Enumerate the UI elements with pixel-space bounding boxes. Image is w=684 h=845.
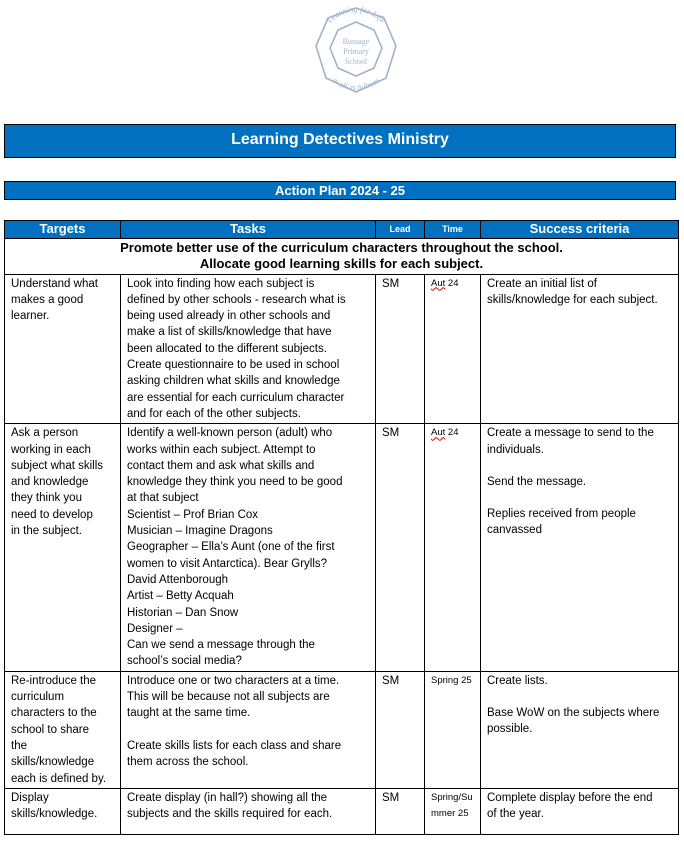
target-line: need to develop: [11, 508, 93, 521]
task-line: being used already in other schools and: [127, 310, 331, 323]
task-line: make a list of skills/knowledge that have: [127, 326, 332, 339]
time-cell: [425, 788, 481, 835]
target-cell: [5, 788, 121, 835]
task-line: Can we send a message through the: [127, 639, 315, 652]
task-line: women to visit Antarctica). Bear Grylls?: [127, 557, 328, 570]
target-line: Ask a person: [11, 427, 79, 440]
task-line: and for each of the other subjects.: [127, 407, 301, 420]
table-banner-row: [5, 239, 679, 275]
task-line: knowledge they think you need to be good: [127, 476, 343, 489]
lead-cell: SM: [376, 671, 425, 788]
task-line: Create questionnaire to be used in school: [127, 359, 340, 372]
task-line: Geographer – Ella’s Aunt (one of the first: [127, 541, 335, 554]
success-line: Base WoW on the subjects where: [487, 707, 660, 720]
target-line: subject what skills: [11, 459, 104, 472]
time-value-prefix: Aut: [431, 427, 446, 439]
header-targets: Targets: [5, 221, 121, 239]
tasks-cell: [121, 788, 376, 835]
target-line: characters to the: [11, 707, 97, 720]
header-tasks: Tasks: [121, 221, 376, 239]
objective-banner: [5, 239, 679, 275]
target-line: school to share: [11, 723, 89, 736]
spacer: [127, 722, 369, 738]
time-value-suffix: 24: [445, 277, 459, 289]
header-success-criteria: Success criteria: [481, 221, 679, 239]
task-line: Introduce one or two characters at a time.: [127, 674, 340, 687]
target-line: Display: [11, 791, 49, 804]
task-line: Create skills lists for each class and share: [127, 739, 342, 752]
target-line: Re-introduce the: [11, 674, 97, 687]
task-line: This will be because not all subjects are: [127, 691, 330, 704]
action-plan-table: [4, 220, 679, 835]
target-cell: [5, 424, 121, 671]
svg-text:Bussage: Bussage: [342, 37, 370, 46]
table-row: [5, 274, 679, 424]
success-line: possible.: [487, 723, 533, 736]
task-line: Designer –: [127, 622, 183, 635]
header-lead: Lead: [376, 221, 425, 239]
table-row: [5, 424, 679, 671]
svg-text:Learning for Life: Learning for Life: [324, 3, 388, 25]
task-line: them across the school.: [127, 755, 249, 768]
target-line: curriculum: [11, 691, 65, 704]
target-cell: [5, 671, 121, 788]
task-line: asking children what skills and knowledge: [127, 375, 340, 388]
target-line: makes a good: [11, 293, 84, 306]
task-line: Historian – Dan Snow: [127, 606, 239, 619]
task-line: contact them and ask what skills and: [127, 459, 315, 472]
lead-cell: SM: [376, 424, 425, 671]
table-row: [5, 788, 679, 835]
task-line: Scientist – Prof Brian Cox: [127, 508, 259, 521]
objective-line: Allocate good learning skills for each subject.: [199, 256, 484, 272]
task-line: are essential for each curriculum character: [127, 391, 345, 404]
svg-text:Primary: Primary: [343, 47, 369, 56]
school-logo: [310, 2, 402, 102]
success-cell: [481, 274, 679, 424]
table-row: [5, 671, 679, 788]
objective-line: Promote better use of the curriculum characters throughout the school.: [120, 240, 563, 255]
success-line: Create lists.: [487, 674, 548, 687]
header-time: Time: [425, 221, 481, 239]
target-line: skills/knowledge: [11, 756, 95, 769]
success-cell: [481, 788, 679, 835]
tasks-cell: [121, 671, 376, 788]
target-line: working in each: [11, 443, 91, 456]
svg-text:School: School: [344, 57, 368, 66]
task-line: at that subject: [127, 492, 199, 505]
task-line: taught at the same time.: [127, 707, 251, 720]
lead-cell: SM: [376, 274, 425, 424]
spacer: [487, 458, 672, 474]
task-line: been allocated to the different subjects.: [127, 342, 327, 355]
success-cell: [481, 671, 679, 788]
success-line: Replies received from people: [487, 508, 636, 521]
success-line: of the year.: [487, 808, 544, 821]
target-line: they think you: [11, 492, 82, 505]
time-value-suffix: 24: [445, 427, 459, 439]
spacer: [487, 490, 672, 506]
success-line: skills/knowledge for each subject.: [487, 293, 658, 306]
task-line: works within each subject. Attempt to: [127, 443, 316, 456]
time-line: mmer 25: [431, 808, 469, 820]
target-line: each is defined by.: [11, 772, 107, 785]
time-value-prefix: Aut: [431, 277, 446, 289]
svg-text:in all its fullness: in all its fullness: [330, 75, 382, 93]
success-line: Create an initial list of: [487, 277, 597, 290]
target-cell: [5, 274, 121, 424]
time-line: Spring/Su: [431, 791, 473, 803]
target-line: Understand what: [11, 277, 98, 290]
task-line: subjects and the skills required for each.: [127, 808, 333, 821]
success-line: individuals.: [487, 443, 544, 456]
success-line: Complete display before the end: [487, 791, 653, 804]
target-line: the: [11, 739, 27, 752]
time-cell: [425, 274, 481, 424]
target-line: learner.: [11, 310, 50, 323]
target-line: skills/knowledge.: [11, 808, 98, 821]
success-cell: [481, 424, 679, 671]
tasks-cell: [121, 274, 376, 424]
target-line: and knowledge: [11, 476, 89, 489]
task-line: David Attenborough: [127, 573, 229, 586]
task-line: Artist – Betty Acquah: [127, 590, 234, 603]
success-line: canvassed: [487, 524, 542, 537]
table-header-row: [5, 221, 679, 239]
task-line: school’s social media?: [127, 655, 242, 668]
success-line: Create a message to send to the: [487, 427, 654, 440]
lead-cell: SM: [376, 788, 425, 835]
task-line: Look into finding how each subject is: [127, 277, 315, 290]
page-subtitle: Action Plan 2024 - 25: [4, 181, 676, 200]
task-line: Musician – Imagine Dragons: [127, 525, 273, 538]
time-cell: [425, 424, 481, 671]
spacer: [487, 689, 672, 705]
time-cell: [425, 671, 481, 788]
target-line: in the subject.: [11, 525, 82, 538]
task-line: Identify a well-known person (adult) who: [127, 427, 333, 440]
tasks-cell: [121, 424, 376, 671]
page-title: Learning Detectives Ministry: [4, 124, 676, 158]
task-line: defined by other schools - research what is: [127, 293, 346, 306]
time-line: Spring 25: [431, 674, 472, 686]
success-line: Send the message.: [487, 475, 587, 488]
task-line: Create display (in hall?) showing all the: [127, 791, 328, 804]
